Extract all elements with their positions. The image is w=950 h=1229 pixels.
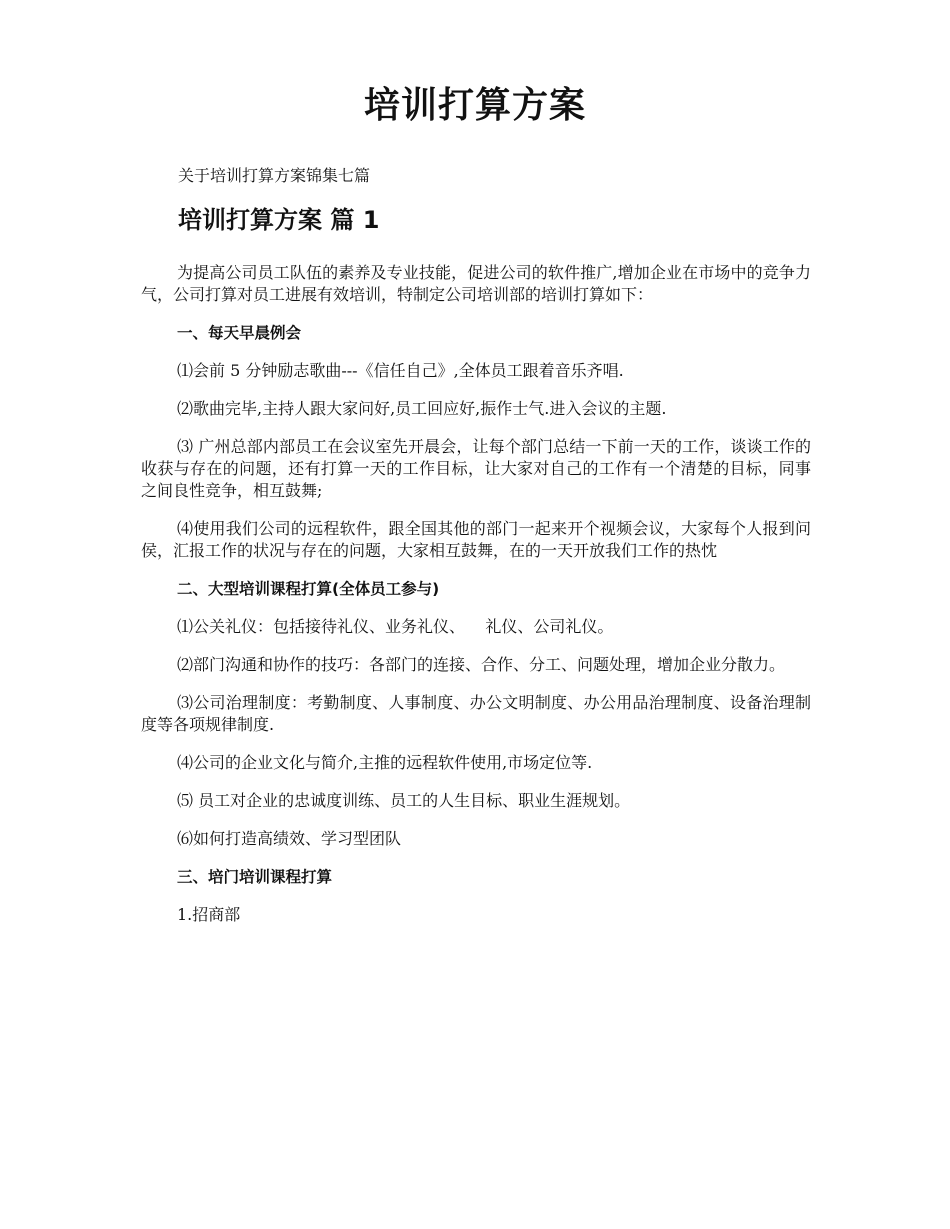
- document-title: 培训打算方案: [363, 85, 586, 126]
- list-item: ⑶ 广州总部内部员工在会议室先开晨会，让每个部门总结一下前一天的工作，谈谈工作的收获与存在的问题，还有打算一天的工作目标，让大家对自己的工作有一个清楚的目标，同事之间良性竞争，相互鼓舞;: [141, 437, 811, 500]
- list-item: ⑸ 员工对企业的忠诚度训练、员工的人生目标、职业生涯规划。: [177, 791, 631, 810]
- list-item: ⑴会前 5 分钟励志歌曲---《信任自己》,全体员工跟着音乐齐唱.: [177, 361, 624, 380]
- list-item: ⑵部门沟通和协作的技巧：各部门的连接、合作、分工、问题处理，增加企业分散力。: [177, 655, 786, 674]
- section-title: 培训打算方案 篇 1: [178, 206, 380, 234]
- list-item: ⑴公关礼仪：包括接待礼仪、业务礼仪、 礼仪、公司礼仪。: [177, 617, 614, 636]
- intro-paragraph: 为提高公司员工队伍的素养及专业技能，促进公司的软件推广,增加企业在市场中的竞争力气，公司打算对员工进展有效培训，特制定公司培训部的培训打算如下：: [141, 263, 811, 304]
- heading-large-training: 二、大型培训课程打算(全体员工参与): [177, 580, 440, 598]
- document-body: [141, 262, 811, 942]
- list-item: ⑷使用我们公司的远程软件，跟全国其他的部门一起来开个视频会议，大家每个人报到问侯，汇报工作的状况与存在的问题，大家相互鼓舞，在的一天开放我们工作的热忱: [141, 519, 811, 560]
- list-item: ⑷公司的企业文化与简介,主推的远程软件使用,市场定位等.: [177, 753, 593, 772]
- document-subtitle: 关于培训打算方案锦集七篇: [178, 166, 371, 185]
- list-item: ⑶公司治理制度：考勤制度、人事制度、办公文明制度、办公用品治理制度、设备治理制度等各项规律制度.: [141, 693, 811, 734]
- list-item: ⑹如何打造高绩效、学习型团队: [177, 829, 402, 848]
- heading-department-training: 三、培门培训课程打算: [177, 868, 333, 886]
- heading-daily-meeting: 一、每天早晨例会: [177, 324, 302, 342]
- list-item: 1.招商部: [177, 905, 241, 924]
- list-item: ⑵歌曲完毕,主持人跟大家问好,员工回应好,振作士气.进入会议的主题.: [177, 399, 667, 418]
